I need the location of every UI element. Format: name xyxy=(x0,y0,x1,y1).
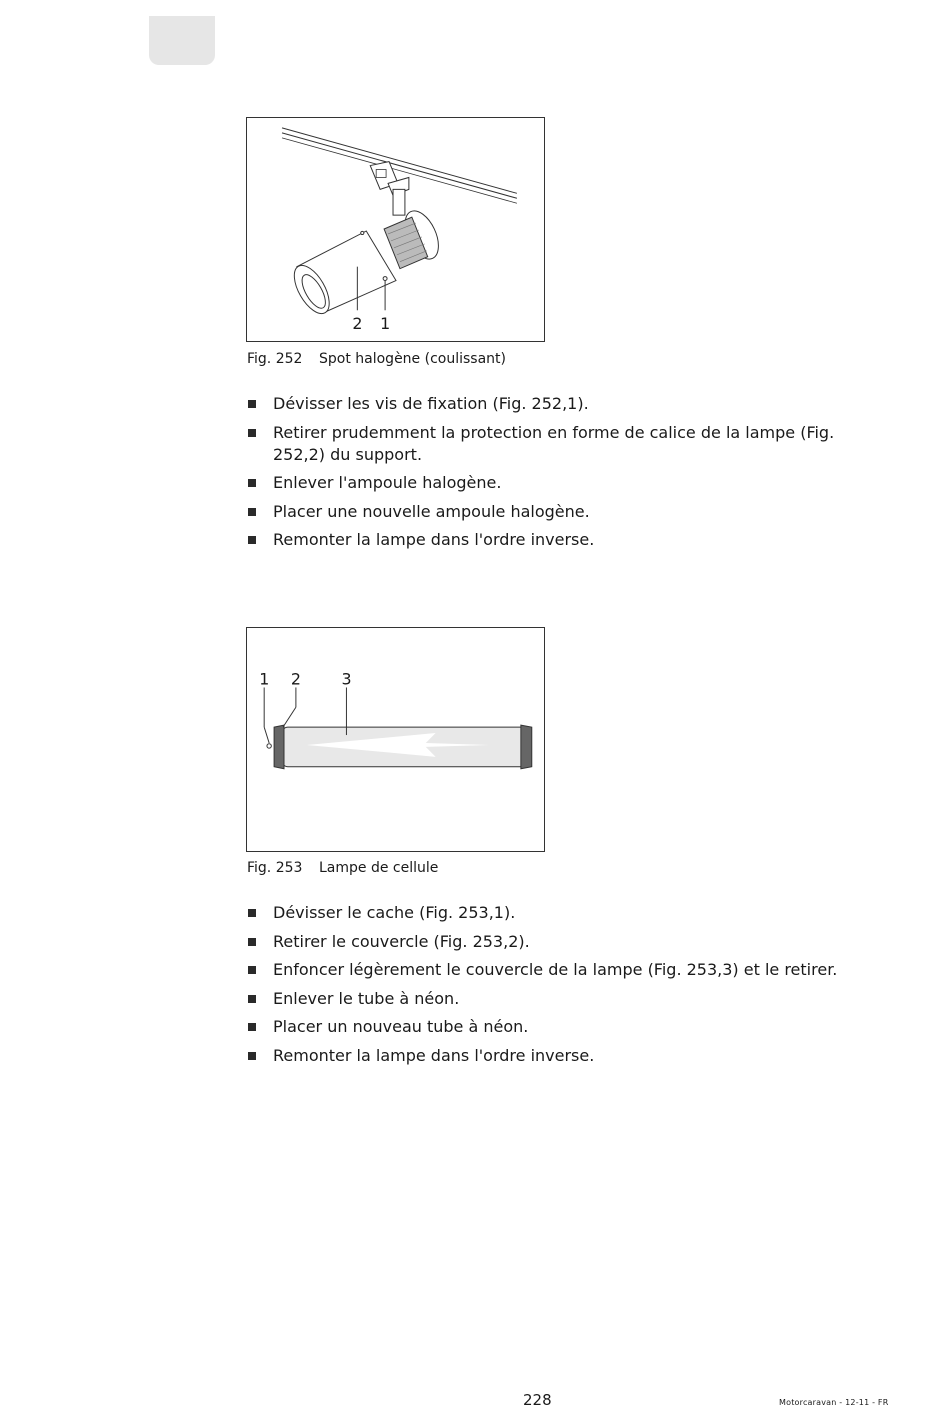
step-item xyxy=(248,959,888,981)
step-item xyxy=(248,393,888,415)
bullet-icon xyxy=(248,429,256,437)
figure-252-caption xyxy=(247,351,506,367)
bullet-icon xyxy=(248,536,256,544)
step-text: Enlever le tube à néon. xyxy=(273,988,460,1008)
figure-252-illustration xyxy=(246,117,545,342)
step-item xyxy=(248,1045,888,1067)
bullet-icon xyxy=(248,995,256,1003)
step-item xyxy=(248,988,888,1010)
figure-number: Fig. 253 xyxy=(247,860,303,876)
bullet-icon xyxy=(248,1052,256,1060)
step-text: Retirer le couvercle (Fig. 253,2). xyxy=(273,931,530,951)
bullet-icon xyxy=(248,479,256,487)
bullet-icon xyxy=(248,966,256,974)
figure-title: Spot halogène (coulissant) xyxy=(319,351,506,367)
step-item xyxy=(248,1016,888,1038)
step-item xyxy=(248,472,888,494)
figure-253-caption xyxy=(247,860,438,876)
callout-252-1: 1 xyxy=(380,314,391,334)
step-item xyxy=(248,931,888,953)
bullet-icon xyxy=(248,400,256,408)
step-item xyxy=(248,422,888,466)
step-text: Placer une nouvelle ampoule halogène. xyxy=(273,501,590,521)
step-text: Enlever l'ampoule halogène. xyxy=(273,473,502,493)
chapter-tab-marker xyxy=(149,16,215,65)
step-text: Dévisser les vis de fixation (Fig. 252,1). xyxy=(273,394,589,413)
step-text: Remonter la lampe dans l'ordre inverse. xyxy=(273,1045,595,1065)
step-text: Enfoncer légèrement le couvercle de la lampe (Fig. 253,3) et le retirer. xyxy=(273,960,838,980)
steps-list-253 xyxy=(248,902,888,1074)
step-text: Remonter la lampe dans l'ordre inverse. xyxy=(273,530,595,550)
figure-number: Fig. 252 xyxy=(247,351,303,367)
step-item xyxy=(248,501,888,523)
step-item xyxy=(248,902,888,924)
figure-253-illustration xyxy=(246,627,545,852)
step-item xyxy=(248,529,888,551)
bullet-icon xyxy=(248,938,256,946)
steps-list-252 xyxy=(248,393,888,558)
page-number: 228 xyxy=(523,1391,552,1409)
step-text: Retirer prudemment la protection en forme de calice de la lampe (Fig. 252,2) du support. xyxy=(273,422,835,464)
document-reference: Motorcaravan - 12-11 - FR xyxy=(779,1398,889,1407)
callout-252-2: 2 xyxy=(352,314,363,334)
callout-253-3: 3 xyxy=(341,669,352,689)
callout-253-2: 2 xyxy=(290,669,302,689)
bullet-icon xyxy=(248,508,256,516)
step-text: Placer un nouveau tube à néon. xyxy=(273,1017,529,1037)
bullet-icon xyxy=(248,1023,256,1031)
callout-253-1: 1 xyxy=(259,669,270,689)
figure-title: Lampe de cellule xyxy=(319,860,439,876)
bullet-icon xyxy=(248,909,256,917)
step-text: Dévisser le cache (Fig. 253,1). xyxy=(273,903,516,922)
